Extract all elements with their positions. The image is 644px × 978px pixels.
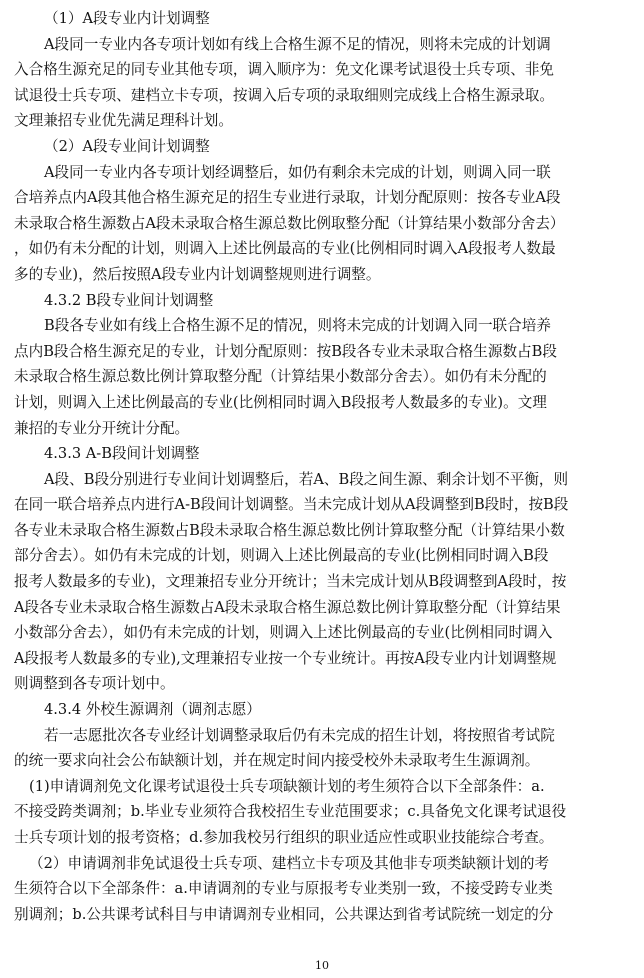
paragraph-line: （2）申请调剂非免试退役士兵专项、建档立卡专项及其他非专项类缺额计划的考	[29, 854, 550, 872]
paragraph-line: 在同一联合培养点内进行A-B段间计划调整。当未完成计划从A段调整到B段时，按B段	[14, 496, 569, 514]
paragraph-line: 则调整到各专项计划中。	[14, 675, 175, 693]
paragraph-line: 合培养点内A段其他合格生源充足的招生专业进行录取，计划分配原则：按各专业A段	[14, 189, 561, 207]
section-heading-4-3-2: 4.3.2 B段专业间计划调整	[44, 291, 214, 309]
subheading-a-within: （1）A段专业内计划调整	[44, 10, 210, 27]
paragraph-line: 入合格生源充足的同专业其他专项，调入顺序为：免文化课考试退役士兵专项、非免	[14, 61, 554, 79]
section-heading-4-3-4: 4.3.4 外校生源调剂（调剂志愿）	[44, 701, 261, 719]
paragraph-line: 未录取合格生源总数比例计算取整分配（计算结果小数部分舍去）。如仍有未分配的	[14, 368, 547, 386]
paragraph-line: 别调剂；b.公共课考试科目与申请调剂专业相同，公共课达到省考试院统一划定的分	[14, 905, 554, 923]
paragraph-line: 若一志愿批次各专业经计划调整录取后仍有未完成的招生计划，将按照省考试院	[44, 726, 555, 744]
paragraph-line: A段各专业未录取合格生源数占A段未录取合格生源总数比例计算取整分配（计算结果	[14, 598, 561, 616]
paragraph-line: 点内B段合格生源充足的专业，计划分配原则：按B段各专业未录取合格生源数占B段	[14, 342, 557, 360]
paragraph-line: (1)申请调剂免文化课考试退役士兵专项缺额计划的考生须符合以下全部条件：a.	[29, 777, 545, 795]
paragraph-line: A段报考人数最多的专业),文理兼招专业按一个专业统计。再按A段专业内计划调整规	[14, 649, 557, 667]
paragraph-line: A段同一专业内各专项计划如有线上合格生源不足的情况，则将未完成的计划调	[44, 35, 551, 53]
paragraph-line: 报考人数最多的专业)，文理兼招专业分开统计；当未完成计划从B段调整到A段时，按	[14, 573, 567, 591]
paragraph-line: 兼招的专业分开统计分配。	[14, 419, 190, 437]
paragraph-line: 的统一要求向社会公布缺额计划，并在规定时间内接受校外未录取考生生源调剂。	[14, 752, 540, 770]
page-number: 10	[315, 959, 329, 972]
subheading-a-between: （2）A段专业间计划调整	[44, 137, 210, 155]
paragraph-line: 计划，则调入上述比例最高的专业(比例相同时调入B段报考人数最多的专业)。文理	[14, 393, 547, 411]
paragraph-line: A段、B段分别进行专业间计划调整后，若A、B段之间生源、剩余计划不平衡，则	[44, 470, 569, 488]
section-heading-4-3-3: 4.3.3 A-B段间计划调整	[44, 445, 200, 463]
paragraph-line: 多的专业)，然后按照A段专业内计划调整规则进行调整。	[14, 265, 381, 283]
paragraph-line: 士兵专项计划的报考资格；d.参加我校另行组织的职业适应性或职业技能综合考查。	[14, 829, 554, 846]
paragraph-line: B段各专业如有线上合格生源不足的情况，则将未完成的计划调入同一联合培养	[44, 317, 551, 335]
paragraph-line: 小数部分舍去），如仍有未完成的计划，则调入上述比例最高的专业(比例相同时调入	[14, 624, 553, 642]
paragraph-line: 未录取合格生源数占A段未录取合格生源总数比例取整分配（计算结果小数部分舍去）	[14, 214, 565, 232]
paragraph-line: 各专业未录取合格生源数占B段未录取合格生源总数比例计算取整分配（计算结果小数	[14, 521, 565, 539]
paragraph-line: 试退役士兵专项、建档立卡专项，按调入后专项的录取细则完成线上合格生源录取。	[14, 86, 554, 104]
paragraph-line: 生须符合以下全部条件：a.申请调剂的专业与原报考专业类别一致，不接受跨专业类	[14, 880, 553, 898]
paragraph-line: 文理兼招专业优先满足理科计划。	[14, 112, 233, 130]
paragraph-line: 不接受跨类调剂；b.毕业专业须符合我校招生专业范围要求；c.具备免文化课考试退役	[14, 803, 567, 821]
paragraph-line: A段同一专业内各专项计划经调整后，如仍有剩余未完成的计划，则调入同一联	[44, 163, 551, 181]
paragraph-line: 部分舍去）。如仍有未完成的计划，则调入上述比例最高的专业(比例相同时调入B段	[14, 547, 549, 565]
paragraph-line: ，如仍有未分配的计划，则调入上述比例最高的专业(比例相同时调入A段报考人数最	[14, 240, 556, 258]
